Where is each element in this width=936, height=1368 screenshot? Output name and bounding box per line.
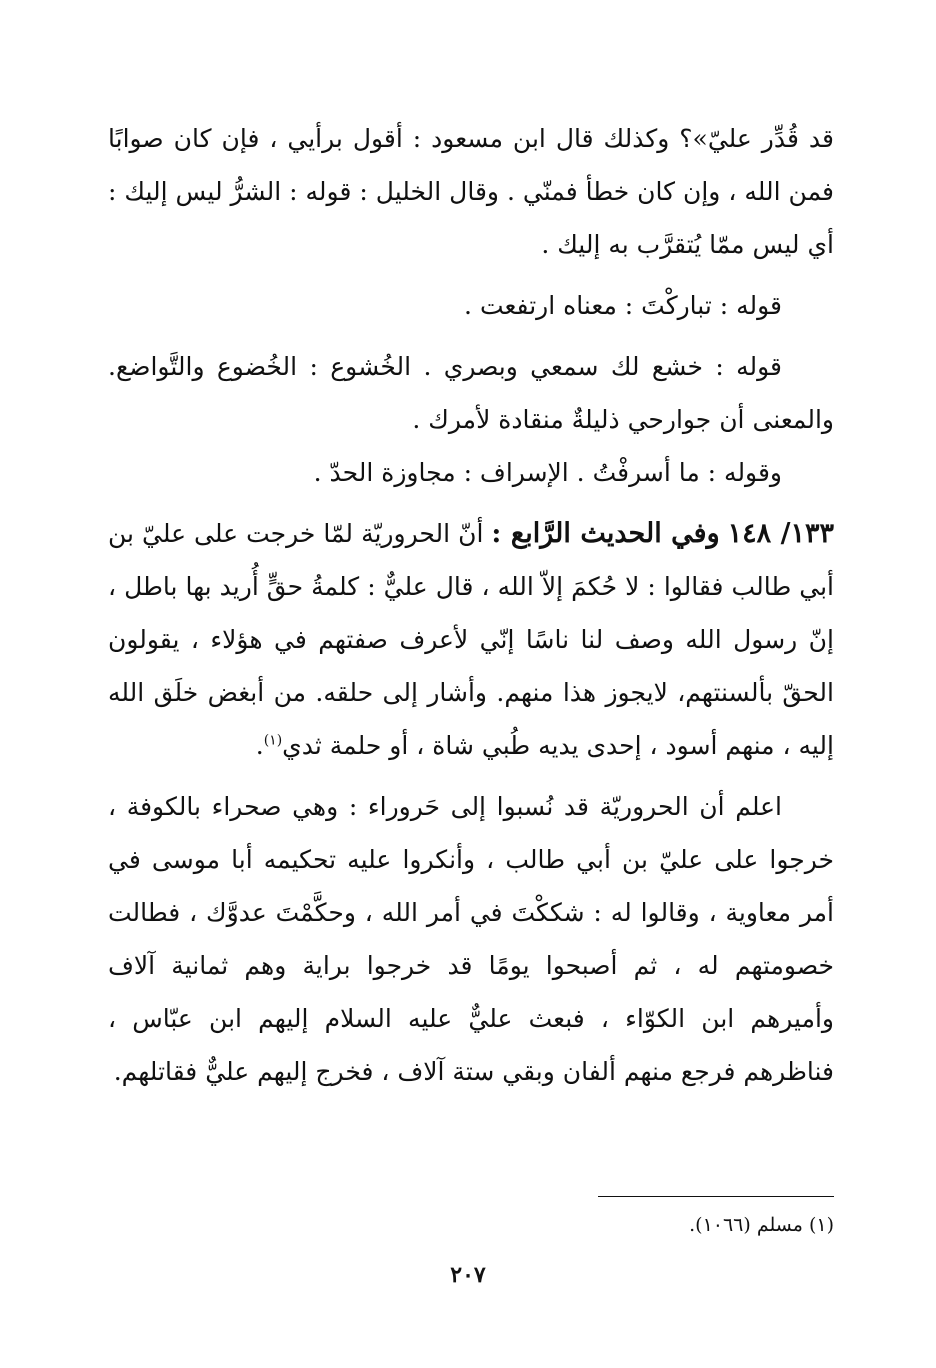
hadith-paragraph — [108, 507, 834, 772]
hadith-end: . — [255, 731, 264, 760]
paragraph-3-text: قوله : خشع لك سمعي وبصري . الخُشوع : الخُضوع والتَّواضع. والمعنى أن جوارحي ذليلةٌ منقادة لأمرك . — [108, 352, 834, 434]
page-number: ٢٠٧ — [450, 1262, 486, 1288]
hadith-text: أنّ الحروريّة لمّا خرجت على عليّ بن أبي طالب فقالوا : لا حُكمَ إلاّ الله ، قال عليٌّ : كلمةُ حقٍّ أُريد بها باطل ، إنّ رسول الله وصف لنا ناسًا إنّي لأعرف صفتهم في هؤلاء ، يقولون الحقّ بألسنتهم، لايجوز هذا منهم. وأشار إلى حلقه. من أبغض خلَق الله إليه ، منهم أسود ، إحدى يديه طُبي شاة ، أو حلمة ثدي — [108, 519, 834, 760]
footnote-divider — [598, 1196, 834, 1197]
paragraph-4-text: وقوله : ما أسرفْتُ . الإسراف : مجاوزة الحدّ . — [313, 458, 782, 487]
footnote: (١) مسلم (١٠٦٦). — [689, 1214, 834, 1236]
paragraph-4 — [108, 446, 834, 499]
page-body — [108, 112, 834, 1098]
paragraph-6-text: اعلم أن الحروريّة قد نُسبوا إلى حَروراء : وهي صحراء بالكوفة ، خرجوا على عليّ بن أبي طالب ، وأنكروا عليه تحكيمه أبا موسى في أمر معاوية ، وقالوا له : شككْتَ في أمر الله ، وحكَّمْتَ عدوَّك ، فطالت خصومتهم له ، ثم أصبحوا يومًا قد خرجوا براية وهم ثمانية آلاف وأميرهم ابن الكوّاء ، فبعث عليٌّ عليه السلام إليهم ابن عبّاس ، فناظرهم فرجع منهم ألفان وبقي ستة آلاف ، فخرج إليهم عليٌّ فقاتلهم. — [108, 792, 834, 1086]
paragraph-1: قد قُدِّر عليّ»؟ وكذلك قال ابن مسعود : أقول برأيي ، فإن كان صوابًا فمن الله ، وإن كان خطأ فمنّي . وقال الخليل : قوله : الشرُّ ليس إليك : أي ليس ممّا يُتقرَّب به إليك . — [108, 124, 834, 259]
paragraph-2-text: قوله : تباركْتَ : معناه ارتفعت . — [464, 291, 782, 320]
hadith-title: وفي الحديث الرَّابع : — [491, 518, 720, 549]
paragraph-2 — [108, 279, 834, 332]
hadith-number: ١٣٣/ ١٤٨ — [727, 518, 835, 549]
paragraph-3 — [108, 340, 834, 446]
paragraph-6 — [108, 780, 834, 1098]
footnote-marker: (١) — [263, 732, 283, 749]
